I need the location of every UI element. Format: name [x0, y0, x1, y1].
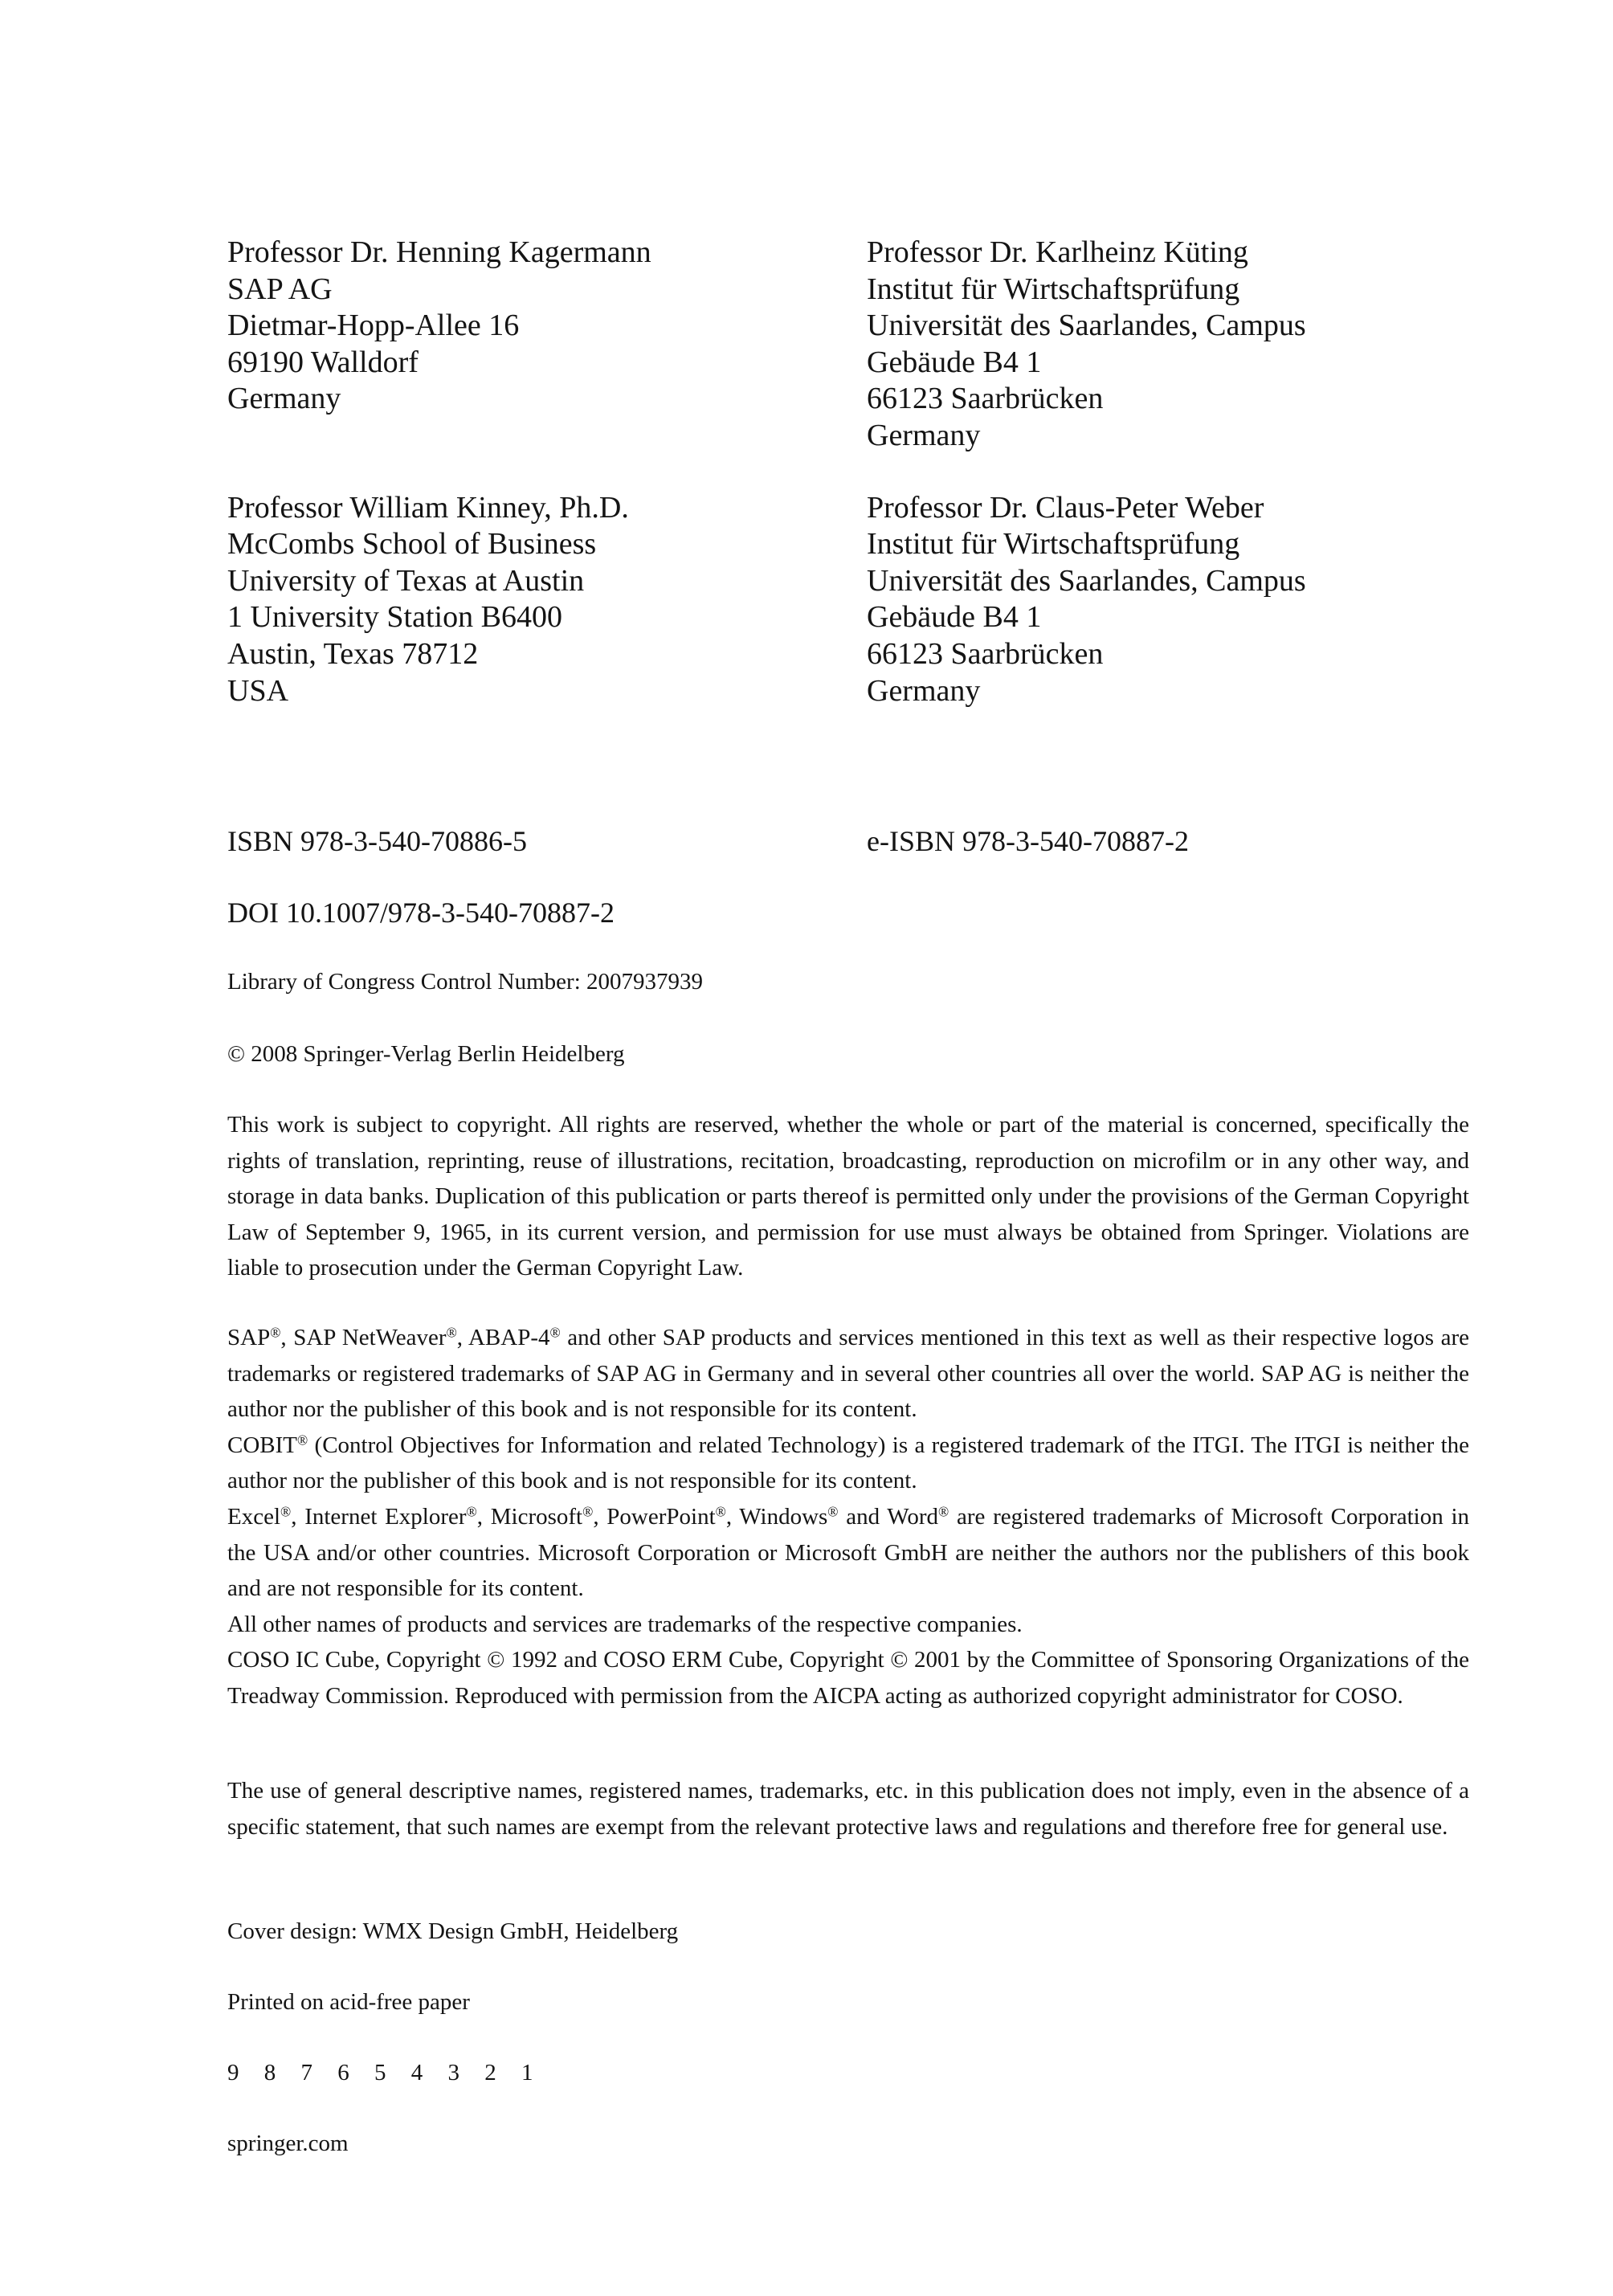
e-isbn: e-ISBN 978-3-540-70887-2	[867, 825, 1189, 857]
author-name: Professor William Kinney, Ph.D.	[227, 490, 629, 525]
registered-mark: ®	[827, 1503, 839, 1520]
library-of-congress-number: Library of Congress Control Number: 2007937939	[227, 969, 704, 995]
address-line: Germany	[227, 382, 341, 416]
tm-name: SAP	[227, 1325, 271, 1350]
registered-mark: ®	[270, 1324, 281, 1341]
registered-mark: ®	[582, 1503, 594, 1520]
names-paragraph: The use of general descriptive names, registered names, trademarks, etc. in this publication does not imply, even in the absence of a specific statement, that such names are exempt from the relevant protective laws and regulations and therefore free for general use.	[227, 1778, 1469, 1840]
tm-name: SAP NetWeaver	[293, 1325, 447, 1350]
cobit-trademark-paragraph	[227, 1428, 1469, 1499]
tm-name: Excel	[227, 1503, 281, 1530]
doi: DOI 10.1007/978-3-540-70887-2	[227, 897, 615, 929]
author-address-kagermann	[227, 235, 867, 455]
registered-mark: ®	[297, 1432, 308, 1448]
address-line: University of Texas at Austin	[227, 563, 585, 598]
rights-paragraph: This work is subject to copyright. All rights are reserved, whether the whole or part of the material is concerned, specifically the rights of translation, reprinting, reuse of illustrations, recitation, broadcasting, reproduction on microfilm or in any other way, and storage in data banks. Duplication of this publication or parts thereof is permitted only under the provisions of the German Copyright Law of September 9, 1965, in its current version, and permission for use must always be obtained from Springer. Violations are liable to prosecution under the German Copyright Law.	[227, 1112, 1469, 1281]
paper-note: Printed on acid-free paper	[227, 1989, 470, 2015]
address-line: Institut für Wirtschaftsprüfung	[867, 272, 1240, 306]
microsoft-trademark-paragraph: Excel®, Internet Explorer®, Microsoft®, PowerPoint®, Windows® and Word® are registered trademarks of Microsoft Corporation in the USA and/or other countries. Microsoft Corporation or Microsoft GmbH are neither the authors nor the publishers of this book and are not responsible for its content.	[227, 1503, 1470, 1602]
address-line: Austin, Texas 78712	[227, 636, 479, 671]
tm-text: (Control Objectives for Information and related Technology) is a registered trademark of the ITGI. The ITGI is neither the author nor the publisher of this book and is not responsible for its content.	[227, 1432, 1470, 1494]
other-trademarks-paragraph: All other names of products and services are trademarks of the respective companies.	[227, 1611, 1023, 1637]
rights-notice	[227, 1107, 1469, 1286]
tm-name: Word	[887, 1503, 939, 1530]
author-name: Professor Dr. Karlheinz Küting	[867, 235, 1248, 269]
address-line: Universität des Saarlandes, Campus	[867, 308, 1306, 343]
printing-number-line: 9 8 7 6 5 4 3 2 1	[227, 2060, 543, 2086]
tm-conjunction: and	[846, 1503, 880, 1530]
coso-copyright-paragraph: COSO IC Cube, Copyright © 1992 and COSO ERM Cube, Copyright © 2001 by the Committee of Sponsoring Organizations of the Treadway Commission. Reproduced with permission from the AICPA acting as authorized copyright administrator for COSO.	[227, 1647, 1469, 1709]
address-line: Gebäude B4 1	[867, 345, 1042, 379]
address-line: 1 University Station B6400	[227, 600, 562, 635]
tm-name: PowerPoint	[606, 1503, 716, 1530]
address-line: 66123 Saarbrücken	[867, 382, 1104, 416]
tm-text: are registered trademarks of Microsoft Corporation in the USA and/or other countries. Microsoft Corporation or Microsoft GmbH are neither the authors nor the publishers of this book and are not responsible for its content.	[227, 1503, 1470, 1602]
registered-mark: ®	[466, 1503, 477, 1520]
tm-name: ABAP-4	[468, 1325, 550, 1350]
publisher-website: springer.com	[227, 2131, 349, 2156]
descriptive-names-notice	[227, 1773, 1469, 1845]
registered-mark: ®	[280, 1503, 292, 1520]
tm-text: and other SAP products and services mentioned in this text as well as their respective logos are trademarks or registered trademarks of SAP AG in Germany and in several other countries all over the world. SAP AG is neither the author nor the publisher of this book and is not responsible for its content.	[227, 1325, 1469, 1423]
address-line: Institut für Wirtschaftsprüfung	[867, 527, 1240, 562]
isbn-row	[227, 823, 1472, 859]
address-line: Dietmar-Hopp-Allee 16	[227, 308, 520, 343]
author-addresses	[227, 235, 1472, 709]
registered-mark: ®	[938, 1503, 949, 1520]
address-line: 69190 Walldorf	[227, 345, 419, 379]
trademark-notices	[227, 1320, 1469, 1714]
tm-name: Internet Explorer	[304, 1503, 467, 1530]
registered-mark: ®	[446, 1324, 457, 1341]
address-line: Germany	[867, 418, 981, 452]
author-address-kueting	[867, 235, 1472, 455]
tm-name: Windows	[739, 1503, 828, 1530]
copyright-line: © 2008 Springer-Verlag Berlin Heidelberg	[227, 1041, 625, 1067]
cover-design-credit: Cover design: WMX Design GmbH, Heidelberg	[227, 1918, 679, 1944]
address-line: Germany	[867, 673, 981, 708]
address-line: Universität des Saarlandes, Campus	[867, 563, 1306, 598]
author-name: Professor Dr. Henning Kagermann	[227, 235, 651, 269]
registered-mark: ®	[715, 1503, 726, 1520]
author-address-kinney	[227, 490, 867, 710]
address-line: USA	[227, 673, 289, 708]
author-name: Professor Dr. Claus-Peter Weber	[867, 490, 1264, 525]
author-address-weber	[867, 490, 1472, 710]
address-line: 66123 Saarbrücken	[867, 636, 1104, 671]
tm-name: COBIT	[227, 1432, 297, 1458]
isbn: ISBN 978-3-540-70886-5	[227, 825, 527, 857]
sap-trademark-paragraph: SAP®, SAP NetWeaver®, ABAP-4® and other SAP products and services mentioned in this text as well as their respective logos are trademarks or registered trademarks of SAP AG in Germany and in several other countries all over the world. SAP AG is neither the author nor the publisher of this book and is not responsible for its content.	[227, 1324, 1469, 1423]
address-line: McCombs School of Business	[227, 527, 597, 562]
registered-mark: ®	[549, 1324, 561, 1341]
tm-name: Microsoft	[490, 1503, 583, 1530]
address-line: Gebäude B4 1	[867, 600, 1042, 635]
address-line: SAP AG	[227, 272, 333, 306]
